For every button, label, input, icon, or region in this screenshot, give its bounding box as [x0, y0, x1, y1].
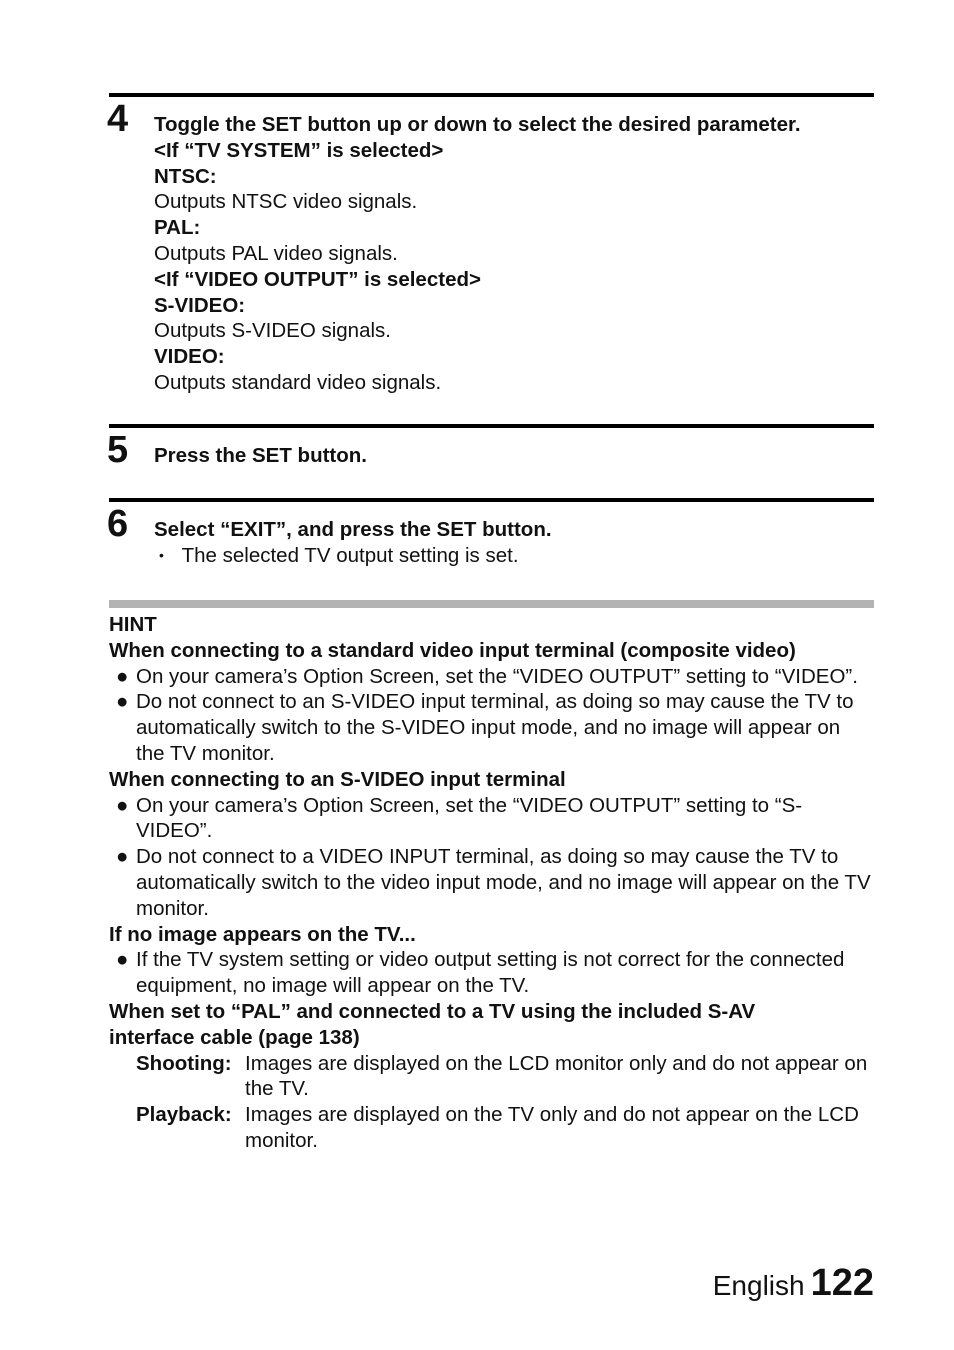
list-item-text: If the TV system setting or video output setting is not correct for the connected equipment, no image will appear on the TV. [136, 948, 845, 998]
list-item-text: Do not connect to an S-VIDEO input terminal, as doing so may cause the TV to automatically switch to the S-VIDEO input mode, and no image will appear on the TV monitor. [136, 690, 854, 765]
definition-desc: Images are displayed on the TV only and do not appear on the LCD monitor. [245, 1103, 859, 1152]
list-item [109, 689, 874, 766]
step-4-heading: Toggle the SET button up or down to select the desired parameter. [154, 113, 801, 136]
step-6-body [154, 517, 874, 569]
step-5-rule [109, 424, 874, 428]
bullet-icon: ● [116, 948, 129, 972]
bullet-icon: ● [116, 664, 129, 688]
page-number: 122 [810, 1262, 874, 1304]
step-4-line: Outputs NTSC video signals. [154, 190, 418, 214]
step-4-line: S-VIDEO: [154, 293, 246, 317]
definition-row [109, 1102, 874, 1154]
bullet-icon: • [159, 546, 164, 563]
hint-rule [109, 600, 874, 608]
step-4-line: NTSC: [154, 164, 217, 188]
pal-heading: When set to “PAL” and connected to a TV using the included S-AV interface cable (page 138) [109, 999, 756, 1049]
step-4-rule [109, 93, 874, 97]
list-item-text: Do not connect to a VIDEO INPUT terminal, as doing so may cause the TV to automatically switch to the video input mode, and no image will appear on the TV monitor. [136, 845, 871, 920]
definition-desc: Images are displayed on the LCD monitor only and do not appear on the TV. [245, 1051, 868, 1101]
step-5-body [154, 443, 874, 469]
step-4-line: <If “VIDEO OUTPUT” is selected> [154, 267, 481, 291]
list-item-text: On your camera’s Option Screen, set the “VIDEO OUTPUT” setting to “S-VIDEO”. [136, 793, 803, 843]
step-4-line: <If “TV SYSTEM” is selected> [154, 138, 444, 162]
list-item [109, 844, 874, 921]
definition-term: Shooting: [136, 1051, 232, 1075]
list-item-text: On your camera’s Option Screen, set the “VIDEO OUTPUT” setting to “VIDEO”. [136, 664, 858, 688]
step-6-number: 6 [107, 503, 129, 545]
step-6-rule [109, 498, 874, 502]
pal-definition-list [109, 1051, 874, 1154]
definition-row [109, 1051, 874, 1103]
list-item [109, 664, 874, 690]
step-4-line: PAL: [154, 216, 201, 240]
step-5-heading: Press the SET button. [154, 444, 367, 467]
bullet-icon: ● [116, 793, 129, 817]
step-4-number: 4 [107, 98, 129, 140]
step-4-line: Outputs standard video signals. [154, 370, 442, 394]
definition-term: Playback: [136, 1103, 232, 1127]
step-6-note-text: The selected TV output setting is set. [181, 543, 519, 567]
hint-section-heading: If no image appears on the TV... [109, 922, 416, 946]
step-4-line: Outputs S-VIDEO signals. [154, 319, 391, 343]
hint-title: HINT [109, 613, 157, 636]
bullet-icon: ● [116, 845, 129, 869]
hint-section-heading: When connecting to an S-VIDEO input terminal [109, 767, 566, 791]
bullet-icon: ● [116, 690, 129, 714]
list-item [109, 947, 874, 999]
step-4-line: VIDEO: [154, 345, 225, 369]
step-4-line: Outputs PAL video signals. [154, 241, 398, 265]
hint-section-heading: When connecting to a standard video input terminal (composite video) [109, 638, 796, 662]
step-4-body [154, 112, 874, 396]
list-item [109, 793, 874, 845]
hint-box [109, 612, 874, 1154]
step-6-heading: Select “EXIT”, and press the SET button. [154, 518, 552, 541]
step-5-number: 5 [107, 429, 129, 471]
footer-language: English [712, 1270, 805, 1301]
step-6-note [154, 543, 874, 569]
page-footer [713, 1262, 874, 1305]
